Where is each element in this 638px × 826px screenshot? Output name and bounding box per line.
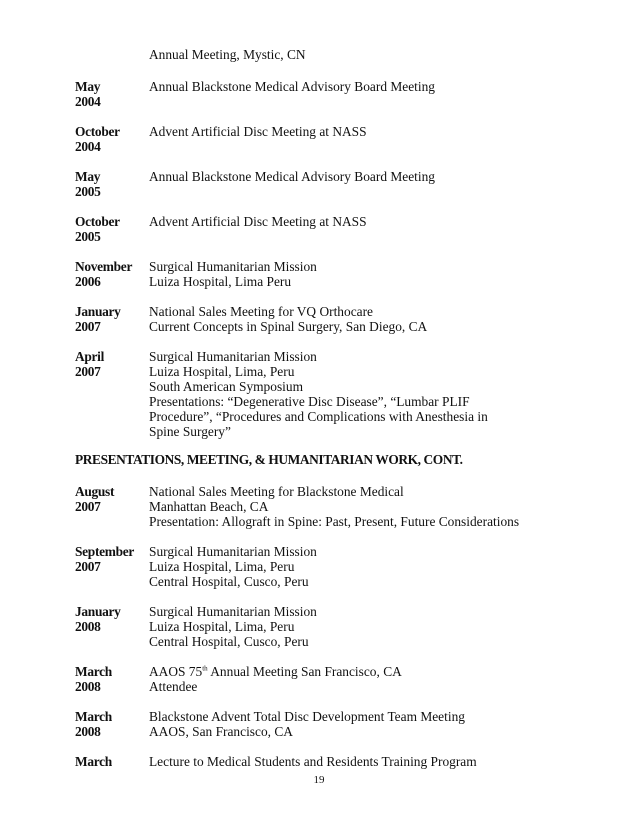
entry-date-month: January <box>75 604 121 619</box>
entry-line: Luiza Hospital, Lima, Peru <box>149 364 295 379</box>
entry-date-year: 2005 <box>75 229 101 244</box>
entry-line: Manhattan Beach, CA <box>149 499 269 514</box>
entry-date-year: 2005 <box>75 184 101 199</box>
entry-line: National Sales Meeting for Blackstone Medical <box>149 484 404 499</box>
entry-line: Surgical Humanitarian Mission <box>149 259 317 274</box>
entry-line: Advent Artificial Disc Meeting at NASS <box>149 124 367 139</box>
entry-line: Surgical Humanitarian Mission <box>149 604 317 619</box>
entry-date-year: 2007 <box>75 559 101 574</box>
entry-line: Surgical Humanitarian Mission <box>149 349 317 364</box>
entry-date-year: 2008 <box>75 679 101 694</box>
entry-line: Current Concepts in Spinal Surgery, San Diego, CA <box>149 319 428 334</box>
entry-line: Presentation: Allograft in Spine: Past, Present, Future Considerations <box>149 514 520 529</box>
entry-date-year: 2007 <box>75 499 101 514</box>
entry-line: Blackstone Advent Total Disc Development Team Meeting <box>149 709 465 724</box>
entry-date-year: 2008 <box>75 619 101 634</box>
page-number: 19 <box>313 774 325 786</box>
entry-line: South American Symposium <box>149 379 303 394</box>
entry-date-month: October <box>75 124 120 139</box>
entry-line: AAOS, San Francisco, CA <box>149 724 293 739</box>
entry-date-month: January <box>75 304 121 319</box>
entry-line: Central Hospital, Cusco, Peru <box>149 634 309 649</box>
entry-line: Annual Blackstone Medical Advisory Board Meeting <box>149 79 435 94</box>
entry-date-month: March <box>75 754 112 769</box>
entry-line: Advent Artificial Disc Meeting at NASS <box>149 214 367 229</box>
entry-line: Presentations: “Degenerative Disc Disease”, “Lumbar PLIF <box>149 394 470 409</box>
entry-line: Attendee <box>149 679 198 694</box>
entry-line: Annual Blackstone Medical Advisory Board Meeting <box>149 169 435 184</box>
entry-line: Luiza Hospital, Lima Peru <box>149 274 292 289</box>
entry-line: Procedure”, “Procedures and Complications with Anesthesia in <box>149 409 488 424</box>
entry-line: Spine Surgery” <box>149 424 231 439</box>
entry-date-month: March <box>75 664 112 679</box>
entry-date-month: August <box>75 484 115 499</box>
entry-date-month: October <box>75 214 120 229</box>
entry-line: Surgical Humanitarian Mission <box>149 544 317 559</box>
entry-line <box>149 664 402 679</box>
entry-date-month: May <box>75 79 101 94</box>
entry-date-year: 2004 <box>75 94 101 109</box>
entry-date-month: March <box>75 709 112 724</box>
entry-date-year: 2007 <box>75 319 101 334</box>
entry-line: Central Hospital, Cusco, Peru <box>149 574 309 589</box>
entry-date-month: May <box>75 169 101 184</box>
entry-line: Luiza Hospital, Lima, Peru <box>149 619 295 634</box>
section-heading: PRESENTATIONS, MEETING, & HUMANITARIAN WORK, CONT. <box>75 452 463 467</box>
entry-date-year: 2006 <box>75 274 101 289</box>
ordinal-suffix: th <box>202 664 208 673</box>
header-line: Annual Meeting, Mystic, CN <box>149 47 306 62</box>
entry-date-year: 2007 <box>75 364 101 379</box>
entry-date-month: November <box>75 259 133 274</box>
entry-date-year: 2008 <box>75 724 101 739</box>
entry-line: National Sales Meeting for VQ Orthocare <box>149 304 373 319</box>
entry-line: Luiza Hospital, Lima, Peru <box>149 559 295 574</box>
entry-date-month: April <box>75 349 105 364</box>
entry-line: Lecture to Medical Students and Residents Training Program <box>149 754 477 769</box>
aaos-text-before: AAOS 75 <box>149 664 203 679</box>
entry-date-year: 2004 <box>75 139 101 154</box>
entry-date-month: September <box>75 544 135 559</box>
aaos-text-after: Annual Meeting San Francisco, CA <box>207 664 402 679</box>
